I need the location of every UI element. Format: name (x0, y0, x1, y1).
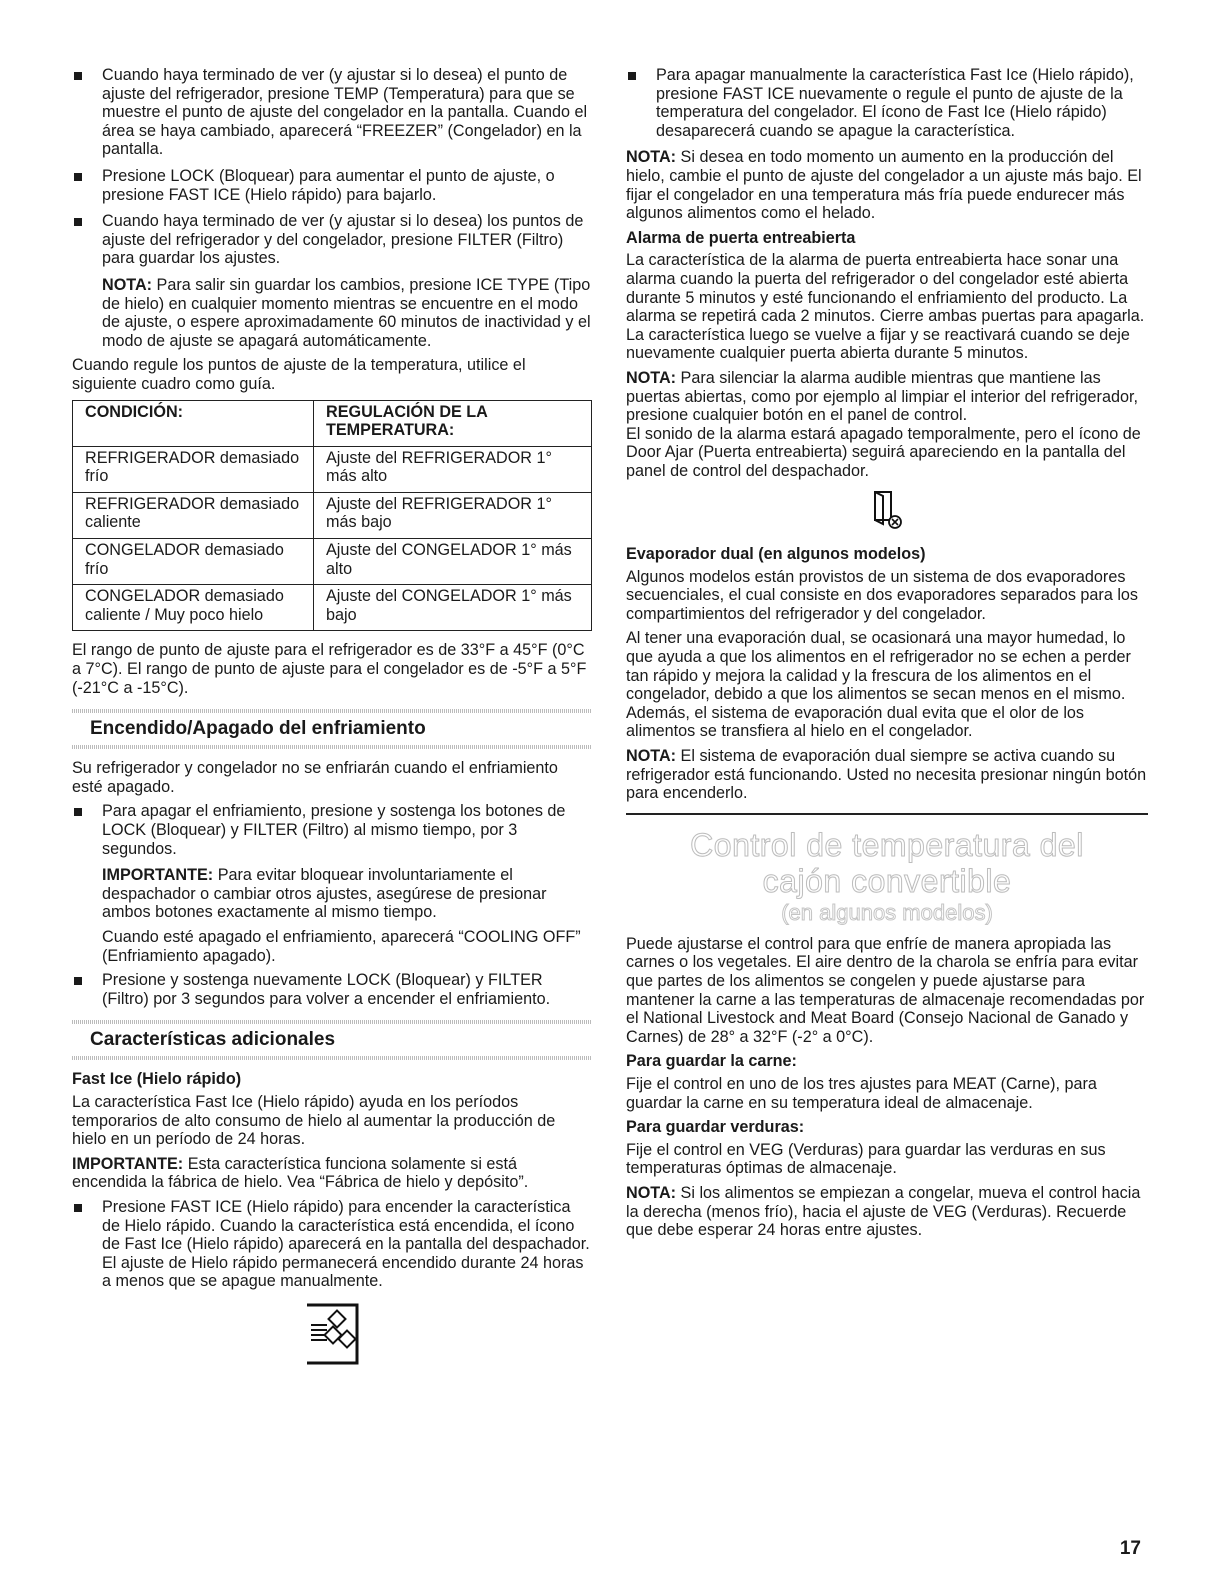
note-paragraph (72, 276, 592, 350)
important-label: IMPORTANTE: (102, 866, 214, 885)
left-column (72, 66, 592, 1381)
table-header: REGULACIÓN DE LA TEMPERATURA: (314, 400, 592, 446)
section-heading (72, 1020, 592, 1060)
note-label: NOTA: (626, 148, 677, 167)
note-label: NOTA: (626, 1183, 677, 1202)
list-item: Para apagar manualmente la característica Fast Ice (Hielo rápido), presione FAST ICE nuevamente o regule el punto de ajuste de la temperatura del congelador. El ícono de Fast Ice (Hielo rápido) desaparecerá cuando se apague la característica. (626, 66, 1148, 140)
range-paragraph: El rango de punto de ajuste para el refrigerador es de 33°F a 45°F (0°C a 7°C). El rango de punto de ajuste para el congelador es de -5°F a 5°F (-21°C a -15°C). (72, 641, 587, 697)
note-label: NOTA: (102, 275, 153, 294)
door-ajar-paragraph: El sonido de la alarma estará apagado temporalmente, pero el ícono de Door Ajar (Puerta entreabierta) seguirá apareciendo en la pantalla del panel de control del despachador. (626, 424, 1141, 480)
section-title: Características adicionales (90, 1029, 336, 1051)
table-header-row (73, 400, 592, 446)
table-cell: REFRIGERADOR demasiado caliente (73, 492, 314, 538)
subheading: Para guardar verduras: (626, 1118, 805, 1137)
subheading: Fast Ice (Hielo rápido) (72, 1070, 242, 1089)
table-row (73, 492, 592, 538)
veg-paragraph: Fije el control en VEG (Verduras) para guardar las verduras en sus temperaturas óptimas de almacenaje. (626, 1140, 1106, 1178)
subheading: Evaporador dual (en algunos modelos) (626, 545, 926, 564)
right-column (626, 66, 1148, 1246)
subheading: Para guardar la carne: (626, 1052, 797, 1071)
table-cell: Ajuste del REFRIGERADOR 1° más bajo (314, 492, 592, 538)
cooling-off-paragraph: Cuando esté apagado el enfriamiento, aparecerá “COOLING OFF” (Enfriamiento apagado). (102, 927, 581, 965)
table-cell: CONGELADOR demasiado frío (73, 539, 314, 585)
note-text: Si los alimentos se empiezan a congelar, mueva el control hacia la derecha (menos frío), hacia el ajuste de VEG (Verduras). Recuerde que debe esperar 24 horas entre ajustes. (626, 1183, 1141, 1240)
note-paragraph (626, 148, 1148, 222)
important-paragraph (72, 866, 592, 922)
table-cell: Ajuste del REFRIGERADOR 1° más alto (314, 446, 592, 492)
note-text: Si desea en todo momento un aumento en la producción del hielo, cambie el punto de ajuste del congelador a un ajuste más bajo. El fijar el congelador en una temperatura más fría puede endurecer más algunos alimentos como el helado. (626, 148, 1142, 223)
fast-ice-paragraph: La característica Fast Ice (Hielo rápido) ayuda en los períodos temporarios de alto consumo de hielo al aumentar la producción de hielo en un período de 24 horas. (72, 1092, 556, 1149)
meat-paragraph: Fije el control en uno de los tres ajustes para MEAT (Carne), para guardar la carne en su temperatura ideal de almacenaje. (626, 1074, 1097, 1112)
table-cell: Ajuste del CONGELADOR 1° más bajo (314, 585, 592, 631)
note-label: NOTA: (626, 368, 677, 387)
temperature-guide-table (72, 400, 592, 632)
door-alarm-paragraph: La característica de la alarma de puerta entreabierta hace sonar una alarma cuando la puerta del refrigerador o del congelador esté abierta durante 5 minutos y esté funcionando el enfriamiento del producto. La alarma se repetirá cada 2 minutos. Cierre ambas puertas para apagarla. La característica luego se vuelve a fijar y se reactivará cuando se deje nuevamente cualquier puerta abierta durante 5 minutos. (626, 251, 1145, 363)
dual-evap-paragraph: Al tener una evaporación dual, se ocasionará una mayor humedad, lo que ayuda a que los alimentos en el refrigerador no se echen a perder tan rápido y mejora la calidad y la frescura de los alimentos en el congelador, debido a que los alimentos se secan menos en el mismo. Además, el sistema de evaporación dual evita que el olor de los alimentos se transfiera al hielo en el congelador. (626, 629, 1131, 741)
note-label: NOTA: (626, 747, 677, 765)
list-item: Presione y sostenga nuevamente LOCK (Bloquear) y FILTER (Filtro) por 3 segundos para volver a encender el enfriamiento. (72, 971, 592, 1008)
table-header: CONDICIÓN: (73, 400, 314, 446)
table-row (73, 585, 592, 631)
section-title: Encendido/Apagado del enfriamiento (90, 718, 426, 740)
section-big-subtitle: (en algunos modelos) (781, 899, 993, 925)
list-item: Cuando haya terminado de ver (y ajustar si lo desea) los puntos de ajuste del refrigerador y del congelador, presione FILTER (Filtro) para guardar los ajustes. (72, 212, 592, 268)
important-text: Esta característica funciona solamente si está encendida la fábrica de hielo. Vea “Fábrica de hielo y depósito”. (72, 1154, 529, 1192)
table-cell: CONGELADOR demasiado caliente / Muy poco hielo (73, 585, 314, 631)
note-paragraph (626, 747, 1148, 803)
drawer-paragraph: Puede ajustarse el control para que enfríe de manera apropiada las carnes o los vegetales. El aire dentro de la charola se enfría para evitar que partes de los alimentos se congelen y puede ajustarse para mantener la carne a las temperaturas de almacenaje recomendadas por el National Livestock and Meat Board (Consejo Nacional de Ganado y Carnes) de 28° a 32°F (-2° a 0°C). (626, 934, 1145, 1046)
section-intro: Su refrigerador y congelador no se enfriarán cuando el enfriamiento esté apagado. (72, 759, 558, 796)
section-rule (72, 745, 592, 749)
guide-intro: Cuando regule los puntos de ajuste de la temperatura, utilice el siguiente cuadro como guía. (72, 356, 526, 393)
list-item: Presione FAST ICE (Hielo rápido) para encender la característica de Hielo rápido. Cuando la característica está encendida, el ícono de Fast Ice (Hielo rápido) aparecerá en la pantalla del despachador. El ajuste de Hielo rápido permanecerá encendido durante 24 horas a menos que se apague manualmente. (72, 1198, 592, 1291)
section-heading (72, 709, 592, 749)
table-row (73, 446, 592, 492)
fast-ice-icon (72, 1299, 592, 1374)
important-label: IMPORTANTE: (72, 1154, 184, 1173)
table-row (73, 539, 592, 585)
note-paragraph (626, 1184, 1148, 1240)
divider (626, 813, 1148, 815)
table-cell: REFRIGERADOR demasiado frío (73, 446, 314, 492)
important-paragraph (72, 1155, 592, 1192)
table-cell: Ajuste del CONGELADOR 1° más alto (314, 539, 592, 585)
section-rule (72, 1056, 592, 1060)
note-text: Para salir sin guardar los cambios, presione ICE TYPE (Tipo de hielo) en cualquier momento mientras se encuentre en el modo de ajuste, o espere aproximadamente 60 minutos de inactividad y el modo de ajuste se apagará automáticamente. (102, 275, 591, 350)
note-paragraph (626, 369, 1148, 425)
page-number: 17 (1119, 1538, 1141, 1559)
subheading: Alarma de puerta entreabierta (626, 228, 856, 247)
list-item: Cuando haya terminado de ver (y ajustar si lo desea) el punto de ajuste del refrigerador, presione TEMP (Temperatura) para que se muestre el punto de ajuste del congelador en la pantalla. Cuando el área se haya cambiado, aparecerá “FREEZER” (Congelador) en la pantalla. (72, 66, 592, 159)
note-text: El sistema de evaporación dual siempre se activa cuando su refrigerador está funcionando. Usted no necesita presionar ningún botón para encenderlo. (626, 747, 1147, 803)
door-ajar-icon (626, 488, 1148, 537)
important-text: Para evitar bloquear involuntariamente el despachador o cambiar otros ajustes, asegúrese de presionar ambos botones exactamente al mismo tiempo. (102, 866, 547, 922)
list-item: Para apagar el enfriamiento, presione y sostenga los botones de LOCK (Bloquear) y FILTER (Filtro) al mismo tiempo, por 3 segundos. (72, 802, 592, 858)
note-text: Para silenciar la alarma audible mientras que mantiene las puertas abiertas, como por ejemplo al limpiar el interior del refrigerador, presione cualquier botón en el panel de control. (626, 368, 1138, 425)
dual-evap-paragraph: Algunos modelos están provistos de un sistema de dos evaporadores secuenciales, el cual consiste en dos evaporadores separados para los compartimientos del refrigerador y del congelador. (626, 567, 1139, 623)
list-item: Presione LOCK (Bloquear) para aumentar el punto de ajuste, o presione FAST ICE (Hielo rápido) para bajarlo. (72, 167, 592, 204)
section-big-title: Control de temperatura del (690, 826, 1084, 863)
section-big-title: cajón convertible (762, 862, 1012, 899)
